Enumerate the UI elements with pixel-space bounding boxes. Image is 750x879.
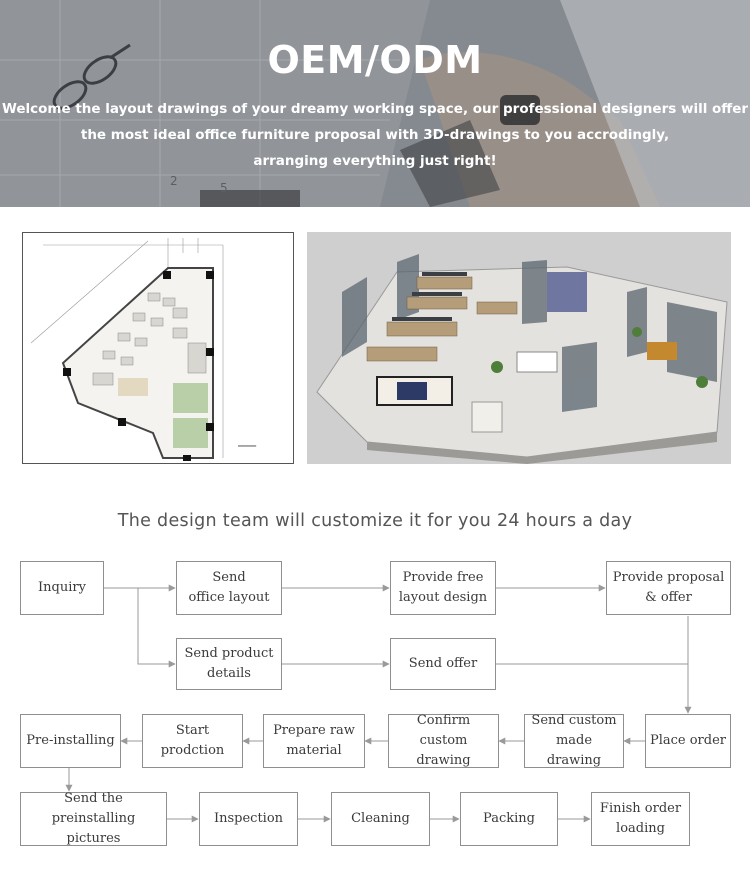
banner-line-2: the most ideal office furniture proposal with 3D-drawings to you accrodingly, — [80, 127, 670, 143]
flow-step-confirm-custom-drawing: Confirm custom drawing — [388, 714, 499, 768]
flow-step-send-product-details: Send product details — [176, 638, 282, 690]
flow-step-inquiry: Inquiry — [20, 561, 104, 615]
banner-line-3: arranging everything just right! — [253, 153, 497, 169]
flow-step-send-custom-drawing: Send custom made drawing — [524, 714, 624, 768]
flow-step-prepare-raw-material: Prepare raw material — [263, 714, 365, 768]
svg-text:5: 5 — [220, 181, 228, 195]
flow-step-send-preinstalling-pictures: Send the preinstalling pictures — [20, 792, 167, 846]
svg-text:━━━━━: ━━━━━ — [238, 443, 257, 450]
flow-step-pre-installing: Pre-installing — [20, 714, 121, 768]
flow-step-place-order: Place order — [645, 714, 731, 768]
flow-step-finish-order-loading: Finish order loading — [591, 792, 690, 846]
banner-line-1: Welcome the layout drawings of your dreamy working space, our professional designers will offer — [1, 101, 749, 117]
svg-text:2: 2 — [170, 174, 178, 188]
banner-title: OEM/ODM — [267, 38, 483, 82]
flow-step-provide-free-layout: Provide free layout design — [390, 561, 496, 615]
flow-step-cleaning: Cleaning — [331, 792, 430, 846]
flow-step-start-production: Start prodction — [142, 714, 243, 768]
flow-step-packing: Packing — [460, 792, 558, 846]
flow-step-inspection: Inspection — [199, 792, 298, 846]
section-subtitle: The design team will customize it for you 24 hours a day — [117, 511, 633, 531]
arrow-inquiry-to-product-details — [138, 588, 175, 664]
flow-step-send-offer: Send offer — [390, 638, 496, 690]
flow-step-provide-proposal: Provide proposal & offer — [606, 561, 731, 615]
flow-step-send-office-layout: Send office layout — [176, 561, 282, 615]
